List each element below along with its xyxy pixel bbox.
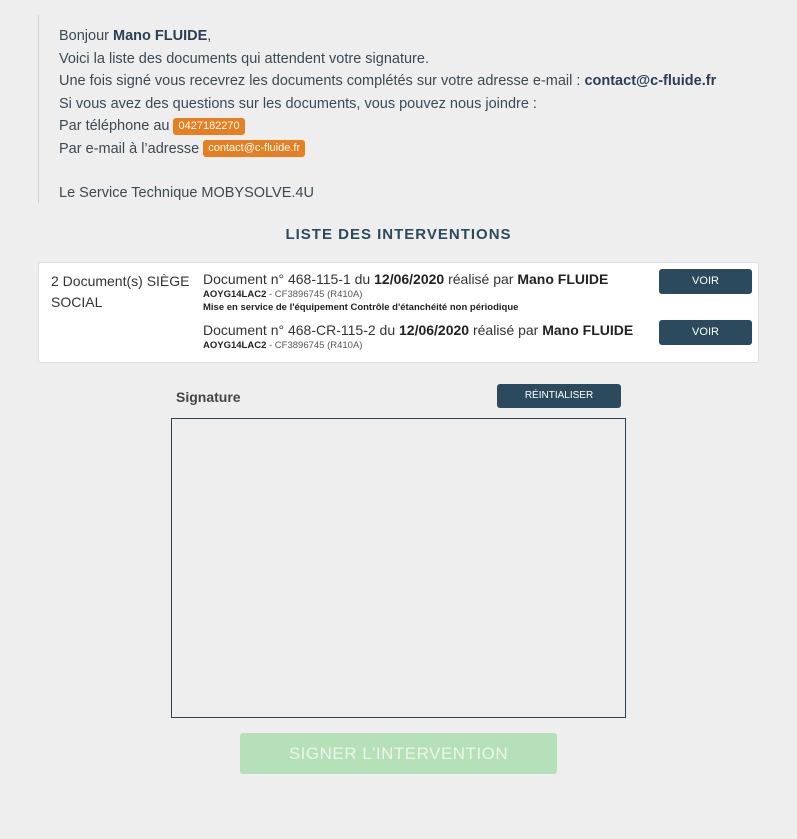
document-reference: AOYG14LAC2 - CF3896745 (R410A) bbox=[203, 289, 363, 300]
email-line: Par e-mail à l’adresse contact@c-fluide.fr bbox=[59, 138, 778, 161]
greeting-line: Bonjour Mano FLUIDE, bbox=[59, 28, 212, 44]
user-name: Mano FLUIDE bbox=[113, 28, 208, 44]
sender-signature: Le Service Technique MOBYSOLVE.4U bbox=[59, 185, 314, 201]
view-document-button[interactable]: VOIR bbox=[659, 269, 752, 294]
recipient-email: contact@c-fluide.fr bbox=[584, 73, 717, 89]
reset-signature-button[interactable]: RÉINTIALISER bbox=[497, 384, 621, 408]
document-reference: AOYG14LAC2 - CF3896745 (R410A) bbox=[203, 340, 363, 351]
document-title: Document n° 468-CR-115-2 du 12/06/2020 réalisé par Mano FLUIDE bbox=[203, 322, 634, 338]
signature-label: Signature bbox=[176, 389, 241, 405]
site-label: 2 Document(s) SIÈGE SOCIAL bbox=[51, 273, 190, 310]
intro-line-2: Voici la liste des documents qui attendent votre signature. bbox=[59, 50, 429, 67]
view-document-button[interactable]: VOIR bbox=[659, 320, 752, 345]
email-badge[interactable]: contact@c-fluide.fr bbox=[203, 140, 305, 157]
interventions-card bbox=[38, 262, 759, 363]
sign-intervention-button[interactable]: SIGNER L'INTERVENTION bbox=[240, 733, 557, 774]
intro-line-3: Une fois signé vous recevrez les documents complétés sur votre adresse e-mail : contact@c-fluide.fr bbox=[59, 73, 717, 89]
document-item bbox=[203, 322, 673, 351]
phone-line: Par téléphone au 0427182270 bbox=[59, 115, 778, 138]
document-title: Document n° 468-115-1 du 12/06/2020 réalisé par Mano FLUIDE bbox=[203, 271, 609, 287]
intro-line-4: Si vous avez des questions sur les documents, vous pouvez nous joindre : bbox=[59, 95, 537, 112]
document-item bbox=[203, 271, 673, 313]
phone-badge[interactable]: 0427182270 bbox=[173, 118, 244, 135]
signature-canvas[interactable] bbox=[171, 418, 626, 718]
section-title: LISTE DES INTERVENTIONS bbox=[285, 226, 512, 243]
intro-message bbox=[38, 15, 778, 203]
document-description: Mise en service de l'équipement Contrôle d'étanchéité non périodique bbox=[203, 302, 519, 313]
